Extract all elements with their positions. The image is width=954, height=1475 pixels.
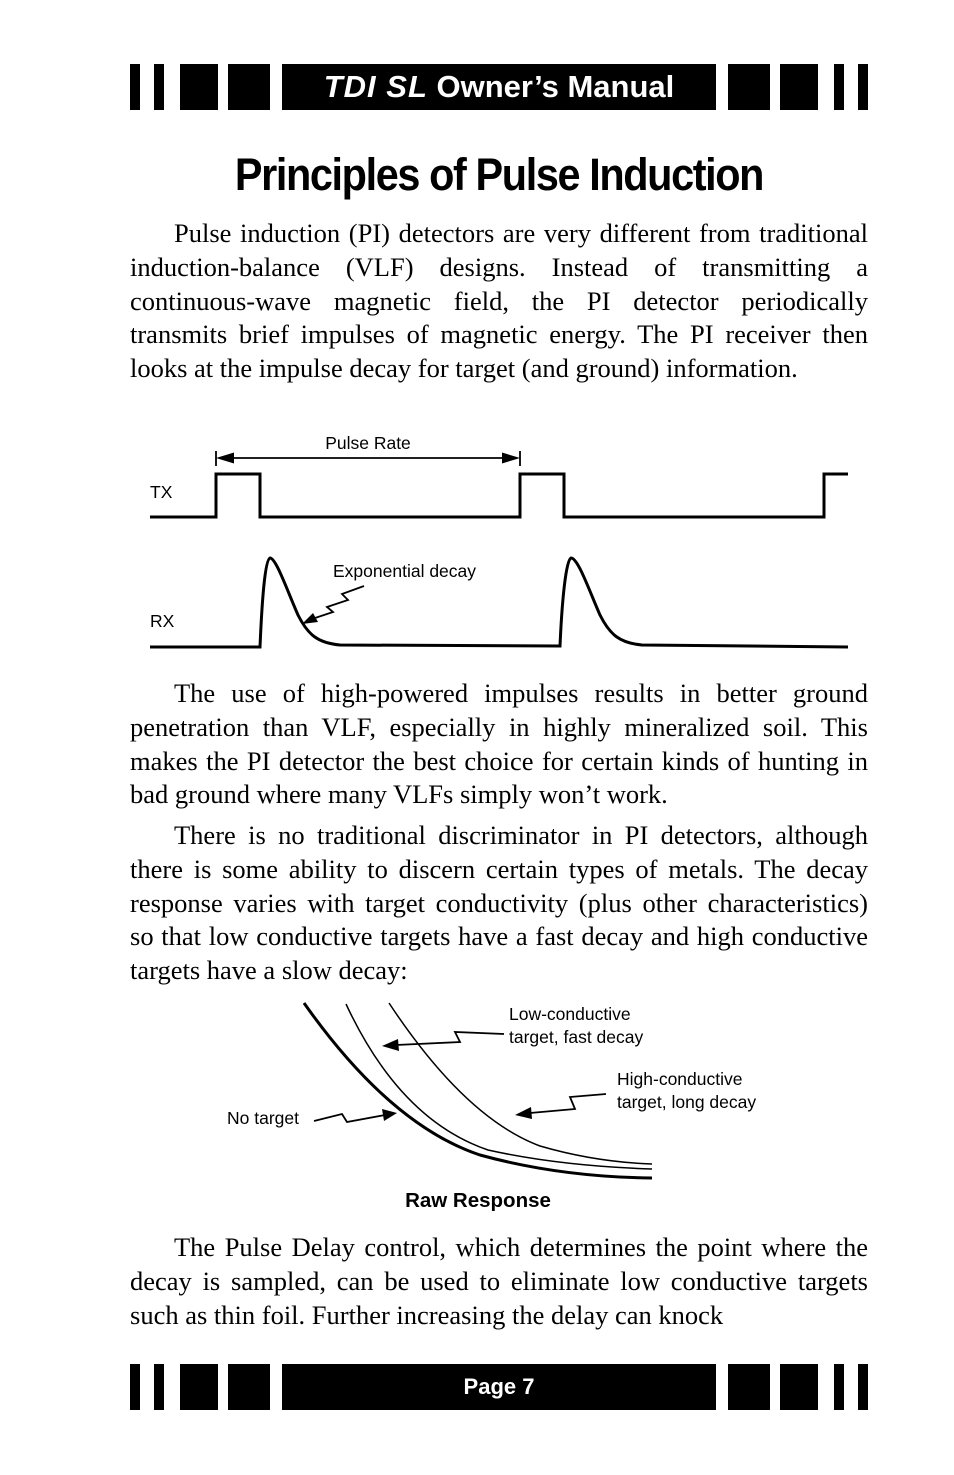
footer-stripe <box>728 1364 770 1410</box>
pulse-rate-label: Pulse Rate <box>325 433 411 453</box>
rx-label: RX <box>150 611 175 631</box>
footer-stripe <box>780 1364 818 1410</box>
high-conductive-label-line1: High-conductive <box>617 1069 743 1089</box>
header-stripe <box>780 64 818 110</box>
no-target-leader <box>314 1114 385 1122</box>
tx-label: TX <box>150 482 173 502</box>
page-title: Principles of Pulse Induction <box>234 149 764 200</box>
footer-stripe <box>130 1364 140 1410</box>
rx-waveform <box>150 558 848 647</box>
header-stripe <box>858 64 868 110</box>
footer-bar <box>130 1364 868 1410</box>
footer-stripe <box>228 1364 270 1410</box>
header-stripe <box>728 64 770 110</box>
low-label-leader <box>396 1032 504 1045</box>
brand-name: TDI SL <box>323 69 428 104</box>
header-stripe <box>834 64 844 110</box>
no-target-arrowhead <box>382 1109 397 1121</box>
page-number: Page 7 <box>282 1364 716 1410</box>
no-target-label: No target <box>227 1108 299 1128</box>
header-bar <box>130 64 868 110</box>
footer-stripe <box>858 1364 868 1410</box>
header-stripe <box>228 64 270 110</box>
header-stripe <box>130 64 140 110</box>
high-label-leader <box>530 1094 606 1113</box>
paragraph-ground-penetration: The use of high-powered impulses results in better ground penetration than VLF, especially in highly mineralized soil. This makes the PI detector the best choice for certain kinds of hunting in bad ground where many VLFs simply won’t work. <box>130 678 868 810</box>
decay-leader-line <box>312 586 364 619</box>
high-leader-arrowhead <box>515 1107 532 1119</box>
tx-waveform <box>150 474 848 517</box>
pulse-rate-dimension <box>216 451 520 466</box>
header-stripe <box>154 64 164 110</box>
raw-response-caption: Raw Response <box>405 1189 551 1212</box>
high-conductive-label-line2: target, long decay <box>617 1092 757 1112</box>
paragraph-pulse-delay: The Pulse Delay control, which determines the point where the decay is sampled, can be used to eliminate low conductive targets such as thin foil. Further increasing the delay can knock <box>130 1232 868 1330</box>
pulse-timing-diagram <box>0 425 954 665</box>
header-title-box <box>282 64 716 110</box>
paragraph-intro: Pulse induction (PI) detectors are very different from traditional induction-balance (VLF) designs. Instead of transmitting a continuous-wave magnetic field, the PI detector periodically transmits brief impulses of magnetic energy. The PI receiver then looks at the impulse decay for target (and ground) information. <box>130 218 868 384</box>
header-stripe <box>180 64 218 110</box>
raw-response-diagram <box>0 995 954 1220</box>
exponential-decay-label: Exponential decay <box>333 561 477 581</box>
low-conductive-label-line1: Low-conductive <box>509 1004 631 1024</box>
decay-leader-arrowhead <box>302 613 318 624</box>
footer-stripe <box>834 1364 844 1410</box>
footer-stripe <box>154 1364 164 1410</box>
paragraph-discrimination: There is no traditional discriminator in PI detectors, although there is some ability to discern certain types of metals. The decay response varies with target conductivity (plus other characteristics) so that low conductive targets have a fast decay and high conductive targets have a slow decay: <box>130 820 868 986</box>
footer-stripe <box>180 1364 218 1410</box>
low-conductive-label-line2: target, fast decay <box>509 1027 644 1047</box>
manual-title: Owner’s Manual <box>427 69 675 104</box>
low-leader-arrowhead <box>382 1039 399 1051</box>
